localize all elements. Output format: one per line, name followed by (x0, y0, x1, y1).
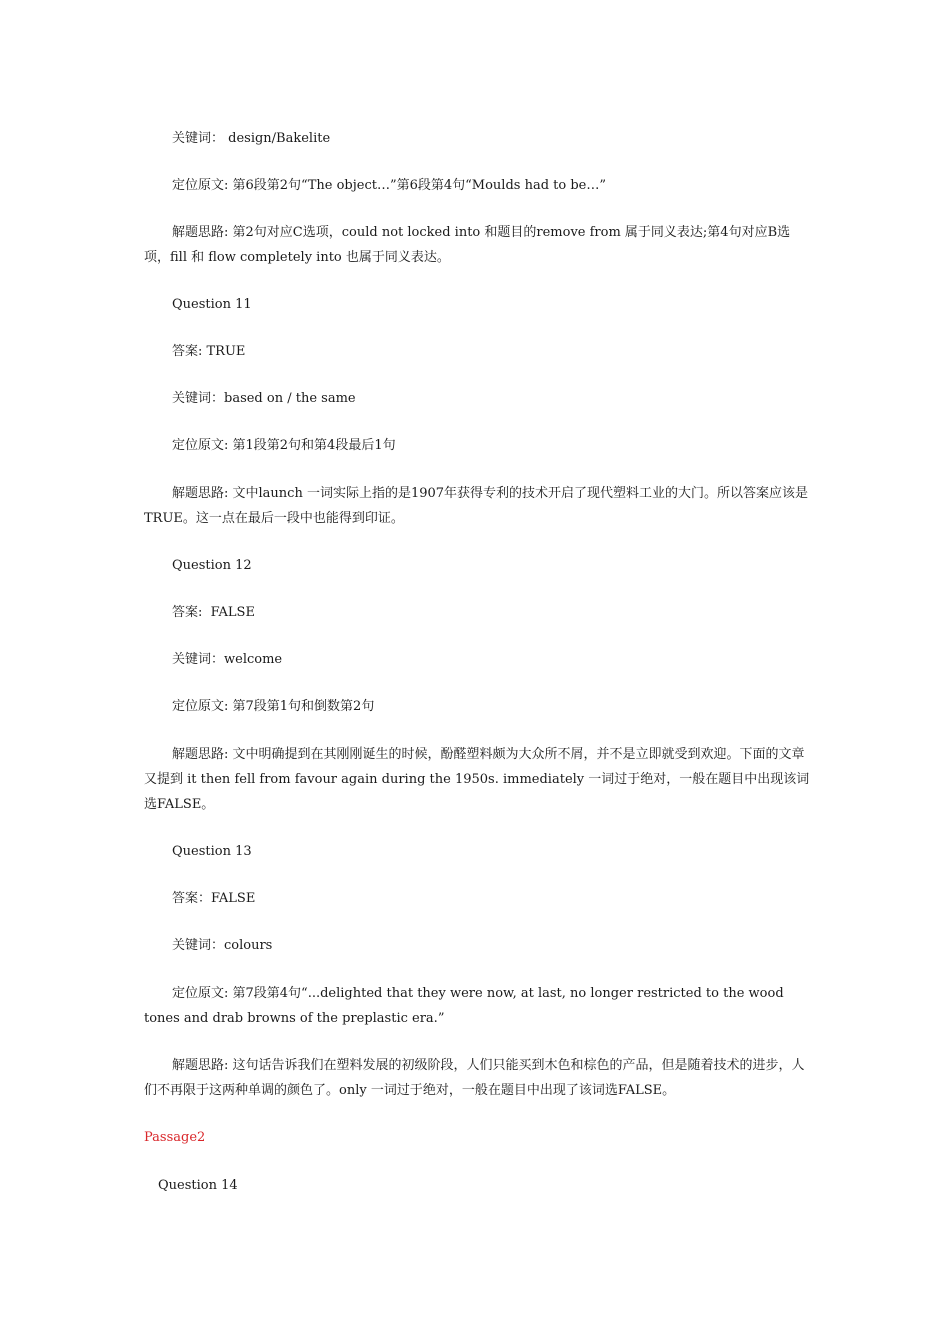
q11-answer: 答案: TRUE (172, 344, 246, 359)
q11-keywords: 关键词：based on / the same (172, 391, 356, 406)
q14-title: Question 14 (158, 1178, 238, 1193)
q12-keywords: 关键词：welcome (172, 652, 283, 667)
q12-title: Question 12 (172, 558, 252, 573)
q11-analysis: 解题思路: 文中launch 一词实际上指的是1907年获得专利的技术开启了现代塑料工业的大门。所以答案应该是TRUE。这一点在最后一段中也能得到印证。 (144, 486, 809, 526)
q10-analysis: 解题思路: 第2句对应C选项，could not locked into 和题目的remove from 属于同义表达;第4句对应B选项，fill 和 flow completely into 也属于同义表达。 (144, 225, 791, 265)
q11-location: 定位原文: 第1段第2句和第4段最后1句 (172, 438, 396, 453)
q10-keywords: 关键词： design/Bakelite (172, 131, 331, 146)
q13-analysis: 解题思路: 这句话告诉我们在塑料发展的初级阶段，人们只能买到木色和棕色的产品，但是随着技术的进步，人们不再限于这两种单调的颜色了。only 一词过于绝对，一般在题目中出现了该词选FALSE。 (144, 1058, 805, 1098)
q12-answer: 答案: FALSE (172, 605, 255, 620)
q13-keywords: 关键词：colours (172, 938, 273, 953)
q13-title: Question 13 (172, 844, 252, 859)
q12-analysis: 解题思路: 文中明确提到在其刚刚诞生的时候，酚醛塑料颇为大众所不屑，并不是立即就受到欢迎。下面的文章又提到 it then fell from favour again during the 1950s. immediately 一词过于绝对，一般在题目中出现该词选FALSE。 (144, 747, 810, 812)
q11-title: Question 11 (172, 297, 252, 312)
q12-location: 定位原文: 第7段第1句和倒数第2句 (172, 699, 375, 714)
q13-answer: 答案：FALSE (172, 891, 256, 906)
q10-location: 定位原文: 第6段第2句“The object…”第6段第4句“Moulds had to be…” (172, 178, 606, 193)
q13-location: 定位原文: 第7段第4句“...delighted that they were now, at last, no longer restricted to the wood tones and drab browns of the preplastic era.” (144, 986, 788, 1026)
passage2-heading: Passage2 (144, 1130, 206, 1145)
